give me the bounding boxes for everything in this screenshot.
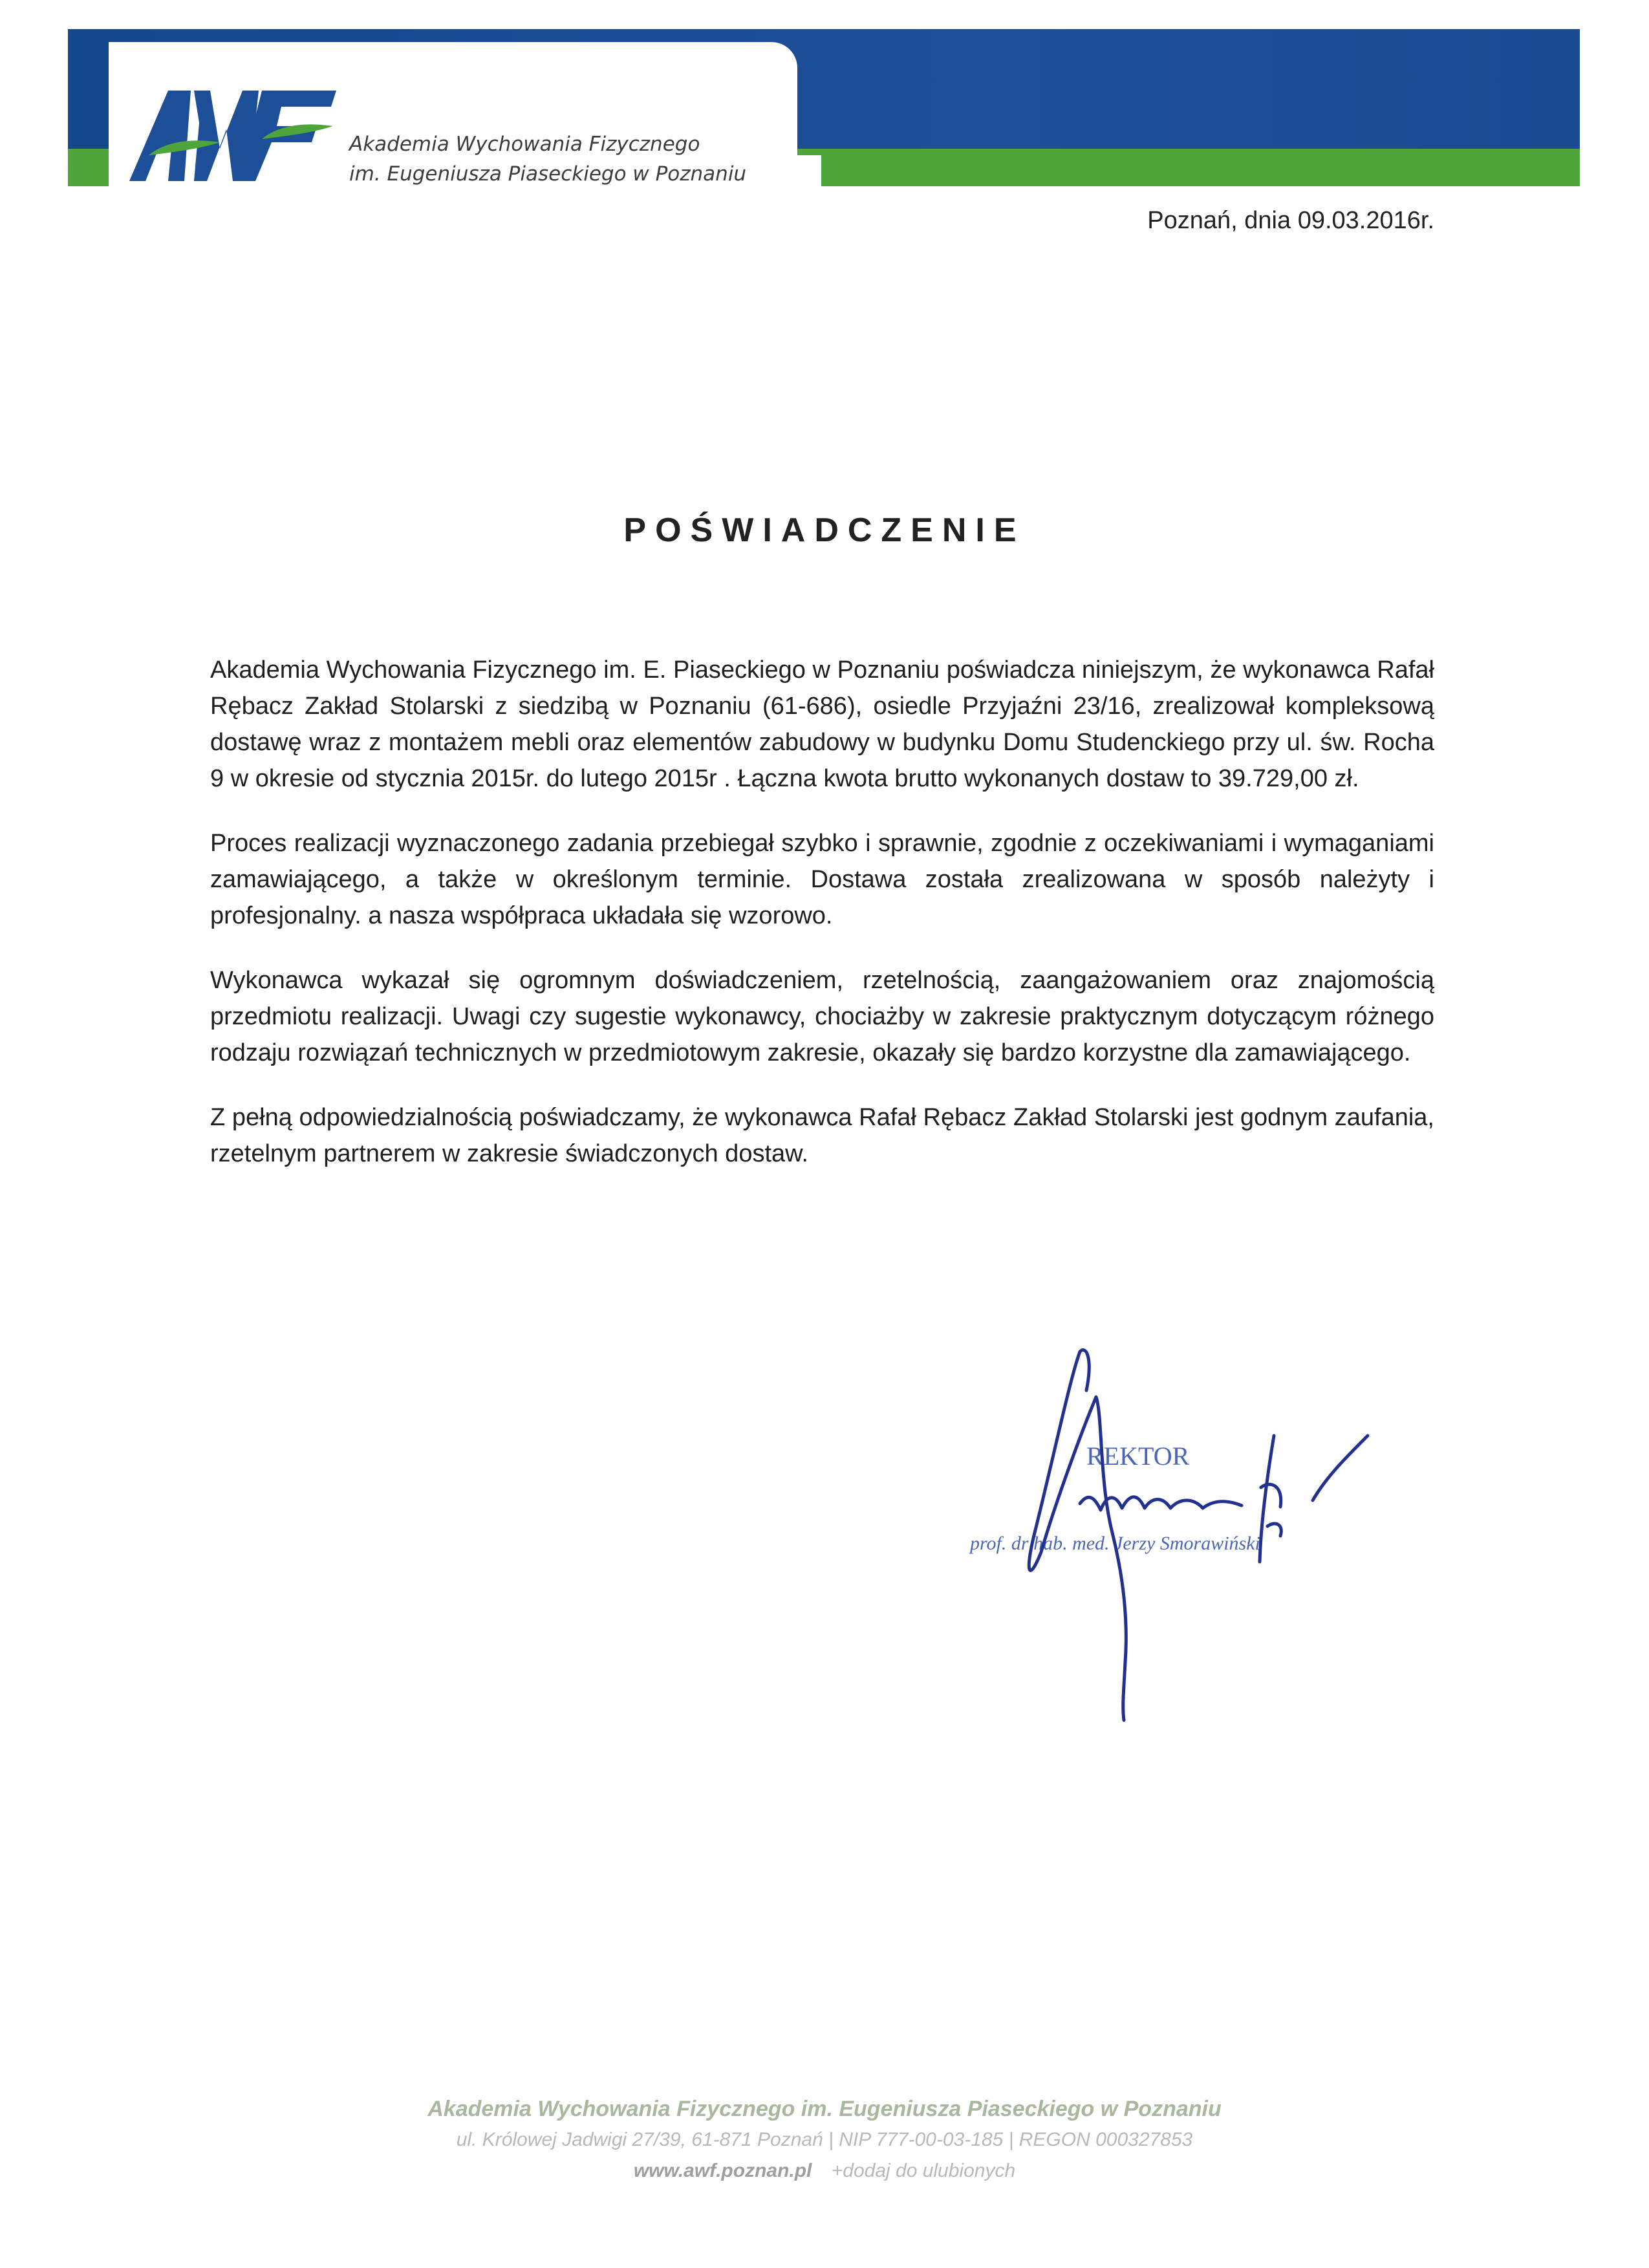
footer-website-link[interactable]: www.awf.poznan.pl (633, 2160, 812, 2181)
footer-institution: Akademia Wychowania Fizycznego im. Eugeniusza Piaseckiego w Poznaniu (427, 2097, 1222, 2121)
footer-links (0, 2160, 1649, 2182)
document-date: Poznań, dnia 09.03.2016r. (1147, 207, 1434, 234)
document-title: POŚWIADCZENIE (623, 512, 1026, 549)
paragraph: Wykonawca wykazał się ogromnym doświadczeniem, rzetelnością, zaangażowaniem oraz znajomością przedmiotu realizacji. Uwagi czy sugestie wykonawcy, chociażby w zakresie praktycznym dotyczącym różnego rodzaju rozwiązań technicznych w przedmiotowym zakresie, okazały się bardzo korzystne dla zamawiającego. (210, 967, 1434, 1066)
institution-name-line1: Akademia Wychowania Fizycznego (349, 133, 700, 156)
paragraph: Akademia Wychowania Fizycznego im. E. Piaseckiego w Poznaniu poświadcza niniejszym, że wykonawca Rafał Rębacz Zakład Stolarski z siedzibą w Poznaniu (61-686), osiedle Przyjaźni 23/16, zrealizował kompleksową dostawę wraz z montażem mebli oraz elementów zabudowy w budynku Domu Studenckiego przy ul. św. Rocha 9 w okresie od stycznia 2015r. do lutego 2015r . Łączna kwota brutto wykonanych dostaw to 39.729,00 zł. (210, 656, 1434, 792)
paragraph: Proces realizacji wyznaczonego zadania przebiegał szybko i sprawnie, zgodnie z oczekiwaniami i wymaganiami zamawiającego, a także w określonym terminie. Dostawa została zrealizowana w sposób należyty i profesjonalny. a nasza współpraca układała się wzorowo. (210, 830, 1434, 929)
footer-bookmark-link[interactable]: +dodaj do ulubionych (831, 2160, 1016, 2181)
awf-logo (123, 78, 343, 188)
header-white-panel-tail (744, 155, 821, 199)
institution-name-line2: im. Eugeniusza Piaseckiego w Poznaniu (349, 162, 747, 186)
stamp-name: prof. dr hab. med. Jerzy Smorawiński (970, 1533, 1260, 1554)
handwritten-signature (957, 1339, 1384, 1727)
footer-address: ul. Królowej Jadwigi 27/39, 61-871 Poznań | NIP 777-00-03-185 | REGON 000327853 (456, 2129, 1193, 2150)
stamp-title: REKTOR (1086, 1442, 1190, 1471)
document-body (210, 652, 1434, 1200)
institution-name (349, 129, 746, 189)
paragraph: Z pełną odpowiedzialnością poświadczamy, że wykonawca Rafał Rębacz Zakład Stolarski jest godnym zaufania, rzetelnym partnerem w zakresie świadczonych dostaw. (210, 1104, 1434, 1167)
